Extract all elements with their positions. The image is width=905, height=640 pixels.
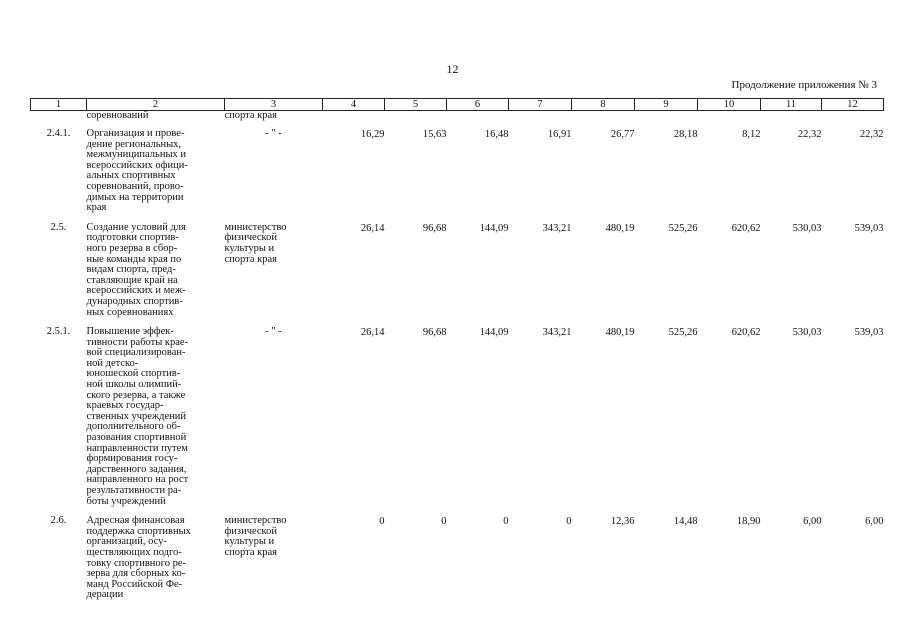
value-cell: 620,62 bbox=[731, 327, 761, 339]
value-cell: 0 bbox=[503, 516, 509, 528]
value-cell: 96,68 bbox=[422, 222, 447, 234]
executor-cell: - " - bbox=[265, 326, 282, 338]
value-cell: 0 bbox=[566, 516, 572, 528]
budget-table bbox=[30, 98, 884, 601]
value-cell: 26,14 bbox=[360, 222, 385, 234]
code-cell: 2.4.1. bbox=[46, 128, 71, 139]
value-cell: 22,32 bbox=[797, 129, 822, 140]
page-number: 12 bbox=[446, 62, 459, 76]
value-cell: 26,77 bbox=[610, 129, 635, 140]
col-header: 6 bbox=[447, 99, 509, 111]
value-cell: 8,12 bbox=[742, 129, 761, 140]
value-cell: 15,63 bbox=[422, 129, 447, 140]
value-cell: 16,91 bbox=[547, 129, 572, 140]
value-cell: 28,18 bbox=[673, 129, 698, 140]
value-cell: 525,26 bbox=[668, 222, 698, 234]
col-header: 10 bbox=[698, 99, 761, 111]
name-cell: Организация и прове- дение региональных, межмуниципальных и всероссийских офици- альных спортивных соревнований, прово- димых на территории края bbox=[86, 128, 188, 214]
col-header: 3 bbox=[225, 99, 323, 111]
table-row bbox=[31, 129, 884, 223]
code-cell: 2.5. bbox=[50, 221, 67, 233]
col-header: 1 bbox=[31, 99, 87, 111]
value-cell: 14,48 bbox=[673, 516, 698, 528]
value-cell: 343,21 bbox=[542, 327, 572, 339]
value-cell: 530,03 bbox=[792, 222, 822, 234]
col-header: 9 bbox=[635, 99, 698, 111]
col-header: 4 bbox=[323, 99, 385, 111]
name-cell: Повышение эффек- тивности работы крае- вой специализирован- ной детско- юношеской спортив- ной школы олимпий- ского резерва, а также краевых государ- ственных учреждений дополнительного об- разования спортивной направленности путем формирования госу- дарственного задания, направленного на рост результативности ра- боты учреждений bbox=[86, 326, 189, 507]
table-row bbox=[31, 516, 884, 601]
value-cell: 539,03 bbox=[854, 327, 884, 339]
value-cell: 16,48 bbox=[484, 129, 509, 140]
executor-cell: - " - bbox=[265, 128, 282, 139]
value-cell: 144,09 bbox=[479, 222, 509, 234]
col-header: 7 bbox=[509, 99, 572, 111]
value-cell: 480,19 bbox=[605, 222, 635, 234]
value-cell: 530,03 bbox=[792, 327, 822, 339]
value-cell: 480,19 bbox=[605, 327, 635, 339]
name-cell: соревнований bbox=[86, 110, 149, 121]
value-cell: 343,21 bbox=[542, 222, 572, 234]
appendix-continuation-label: Продолжение приложения № 3 bbox=[731, 79, 877, 91]
col-header: 2 bbox=[87, 99, 225, 111]
table-row-continuation bbox=[31, 111, 884, 130]
value-cell: 620,62 bbox=[731, 222, 761, 234]
col-header: 11 bbox=[761, 99, 822, 111]
value-cell: 144,09 bbox=[479, 327, 509, 339]
name-cell: Создание условий для подготовки спортив- ного резерва в сбор- ные команды края по видам спорта, пред- ставляющие край на всероссийских и меж- дународных спортив- ных соревнованиях bbox=[86, 221, 186, 318]
value-cell: 0 bbox=[441, 516, 447, 528]
value-cell: 6,00 bbox=[865, 516, 884, 528]
value-cell: 22,32 bbox=[859, 129, 884, 140]
executor-cell: министерство физической культуры и спорта края bbox=[224, 515, 287, 558]
value-cell: 525,26 bbox=[668, 327, 698, 339]
executor-cell: спорта края bbox=[224, 110, 277, 121]
name-cell: Адресная финансовая поддержка спортивных организаций, осу- ществляющих подго- товку спортивного ре- зерва для сборных ко- манд Российской Фе- дерации bbox=[86, 515, 191, 601]
executor-cell: министерство физической культуры и спорта края bbox=[224, 221, 287, 265]
code-cell: 2.6. bbox=[50, 515, 67, 527]
table-row bbox=[31, 327, 884, 516]
col-header: 5 bbox=[385, 99, 447, 111]
value-cell: 0 bbox=[379, 516, 385, 528]
col-header: 12 bbox=[822, 99, 884, 111]
value-cell: 539,03 bbox=[854, 222, 884, 234]
value-cell: 26,14 bbox=[360, 327, 385, 339]
value-cell: 12,36 bbox=[610, 516, 635, 528]
value-cell: 6,00 bbox=[803, 516, 822, 528]
col-header: 8 bbox=[572, 99, 635, 111]
value-cell: 16,29 bbox=[360, 129, 385, 140]
value-cell: 96,68 bbox=[422, 327, 447, 339]
value-cell: 18,90 bbox=[736, 516, 761, 528]
code-cell: 2.5.1. bbox=[46, 326, 71, 338]
header-row bbox=[31, 99, 884, 111]
code-cell bbox=[31, 111, 87, 130]
table-row bbox=[31, 223, 884, 327]
